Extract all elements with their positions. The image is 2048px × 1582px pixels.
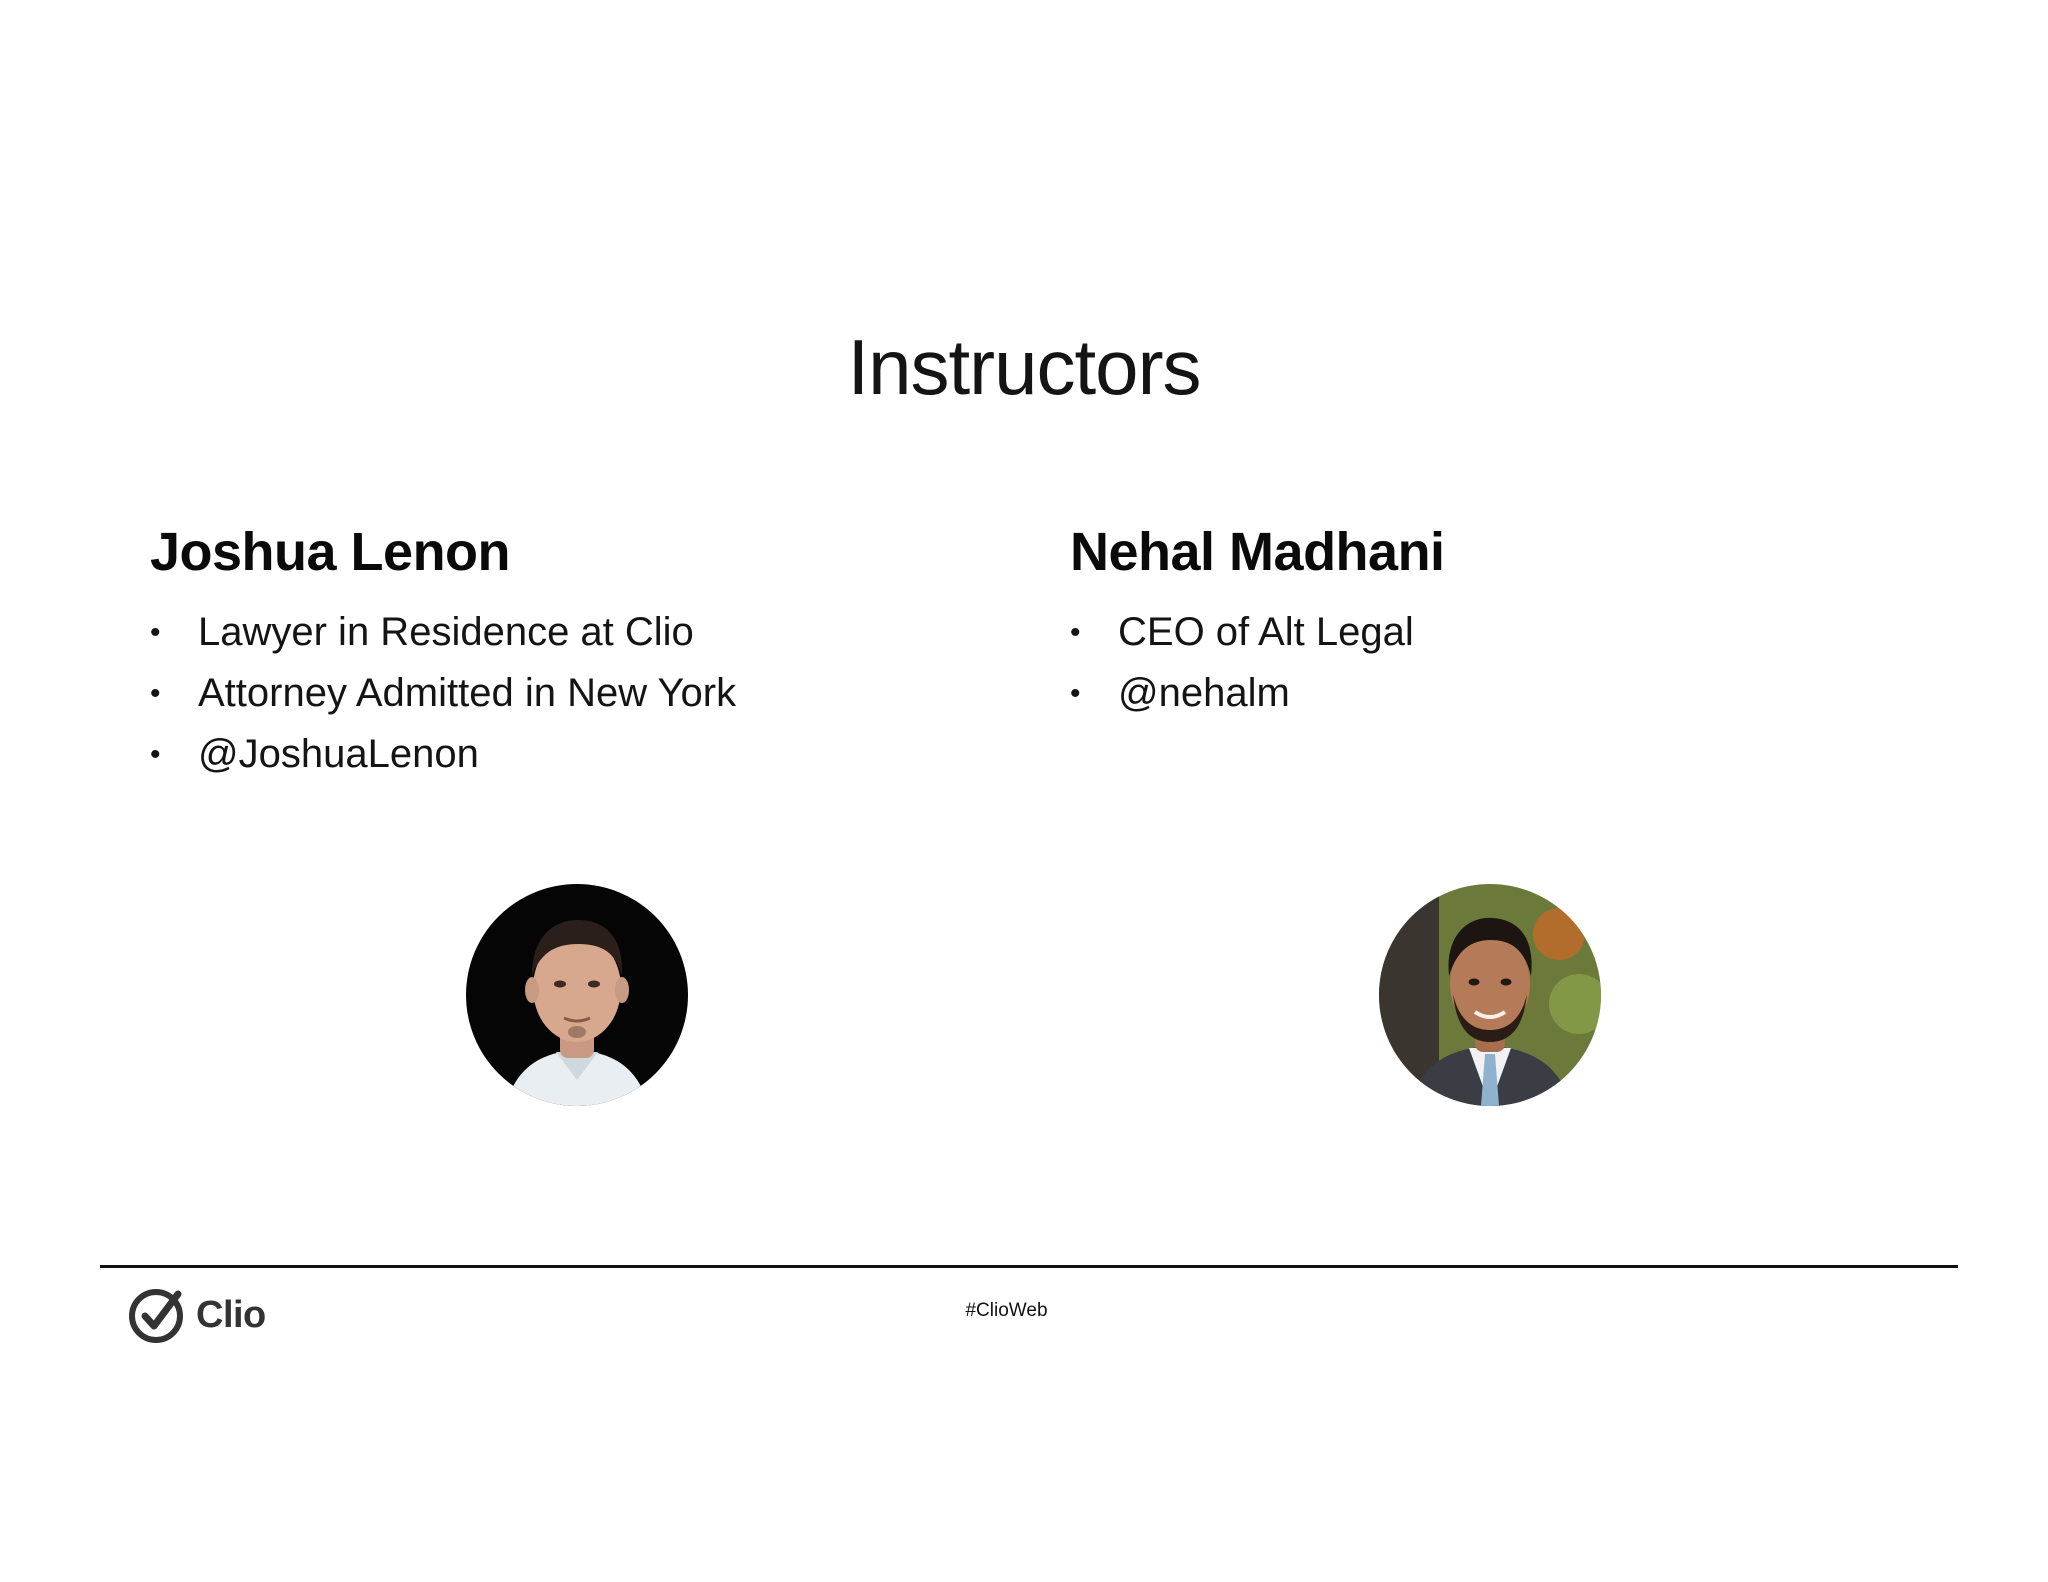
bullet-item: [1070, 602, 1445, 663]
instructor-name: Joshua Lenon: [150, 522, 511, 582]
joshua-lenon-portrait-icon: [466, 884, 688, 1106]
bullet-item: [150, 663, 736, 724]
instructor-name: Nehal Madhani: [1070, 522, 1445, 582]
footer-hashtag: #ClioWeb: [965, 1300, 1048, 1321]
bullet-item: [1070, 663, 1445, 724]
bullet-text: @nehalm: [1118, 671, 1290, 715]
footer-divider: [100, 1265, 1958, 1268]
instructor-card-joshua-lenon: [150, 520, 736, 785]
bullet-text: @JoshuaLenon: [198, 732, 479, 776]
instructor-card-nehal-madhani: [1070, 520, 1445, 724]
bullet-text: Attorney Admitted in New York: [198, 671, 737, 715]
bullet-text: CEO of Alt Legal: [1118, 610, 1414, 654]
bullet-dot-icon: •: [150, 616, 161, 649]
bullet-item: [150, 724, 736, 785]
bullet-dot-icon: •: [150, 677, 161, 710]
bullet-dot-icon: •: [150, 738, 161, 771]
slide-title: Instructors: [847, 323, 1201, 411]
bullet-dot-icon: •: [1070, 677, 1081, 710]
instructor-bullets: [1070, 602, 1445, 724]
logo-wordmark: Clio: [196, 1293, 266, 1336]
bullet-dot-icon: •: [1070, 616, 1081, 649]
nehal-madhani-portrait-icon: [1379, 884, 1601, 1106]
bullet-item: [150, 602, 736, 663]
instructor-bullets: [150, 602, 736, 785]
bullet-text: Lawyer in Residence at Clio: [198, 610, 694, 654]
